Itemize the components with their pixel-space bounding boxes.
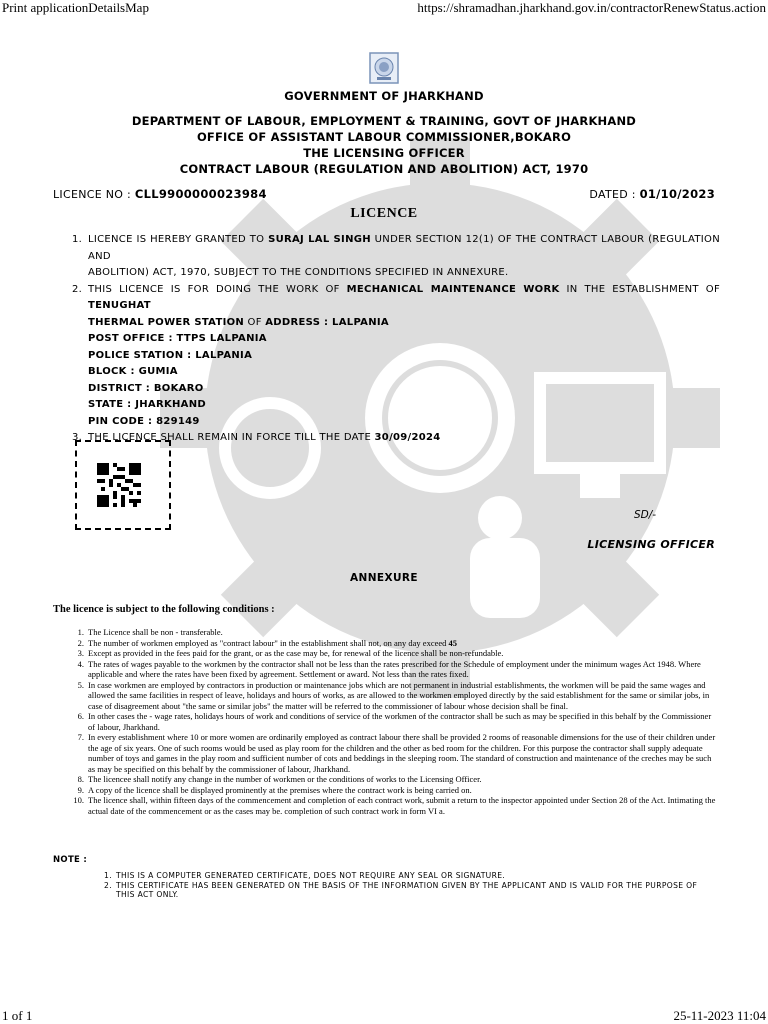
police-station: POLICE STATION : LALPANIA (88, 349, 253, 361)
note-item: 2. THIS CERTIFICATE HAS BEEN GENERATED ON THE BASIS OF THE INFORMATION GIVEN BY THE APPLICANT AND IS VALID FOR THE PURPOSE OF THIS ACT ONLY. (104, 880, 698, 899)
condition-item: 9. A copy of the licence shall be displayed prominently at the premises where the contract work is being carried on. (77, 784, 472, 795)
condition-item: 3. Except as provided in the fees paid for the grant, or as the case may be, for renewal of the licence shall be non-refundable. (77, 648, 504, 658)
condition-item: 4. The rates of wages payable to the workmen by the contractor shall not be less than the rates prescribed for the Schedule of employment under the minimum wages Act 1948. Where applicable and where the rates have been fixed by agreement. Settlement or award. Not less than the rates fixed. (77, 658, 701, 679)
condition-item: 8. The licencee shall notify any change in the number of workmen or the conditions of works to the Licensing Officer. (77, 774, 482, 784)
licensee-name: SURAJ LAL SINGH (268, 234, 371, 245)
licence-item-3: 3. THE LICENCE SHALL REMAIN IN FORCE TILL THE DATE 30/09/2024 (72, 432, 441, 443)
licence-item-2: 2. THIS LICENCE IS FOR DOING THE WORK OF MECHANICAL MAINTENANCE WORK IN THE ESTABLISHMENT OF TENUGHAT THERMAL POWER STATION OF ADDRESS : LALPANIA POST OFFICE : TTPS LALPANIA POLICE STATION : LALPANIA BLOCK : GUMIA DISTRICT : BOKARO STATE : JHARKHAND PIN CODE : 829149 (70, 282, 720, 431)
condition-item: 10. The licence shall, within fifteen days of the commencement and completion of each contract work, submit a return to the inspector appointed under Section 28 of the Act. Intimating the actual date of the commencement or as the cases may be. completion of such contract work in form VI a. (73, 795, 716, 816)
qr-code-frame (75, 440, 171, 530)
print-page-title: Print applicationDetailsMap (2, 0, 149, 15)
licence-date-label: DATED : (589, 188, 636, 201)
header-office: OFFICE OF ASSISTANT LABOUR COMMISSIONER,BOKARO (196, 130, 572, 144)
licence-number-value: CLL9900000023984 (134, 187, 267, 201)
annexure-title: ANNEXURE (350, 572, 418, 584)
licence-number (53, 187, 267, 201)
header-department: DEPARTMENT OF LABOUR, EMPLOYMENT & TRAINING, GOVT OF JHARKHAND (131, 114, 637, 128)
condition-item: 5. In case workmen are employed by contractors in production or maintenance jobs which are not permanent in industrial establishments, the workmen will be paid the same wages and allowed the same facilities in respect of leave, holidays and hours of works, as are allowed to the workmen employed directly by the said establishment for the same or similar jobs, in case of disagreement about "the same or similar jobs" the matter will be referred to the commissioner of labour whose decision shall be final. (77, 679, 710, 711)
establishment-name: THERMAL POWER STATION (88, 316, 245, 328)
address: ADDRESS : LALPANIA (265, 316, 389, 328)
header-act: CONTRACT LABOUR (REGULATION AND ABOLITION) ACT, 1970 (179, 162, 589, 176)
qr-code-icon (97, 462, 141, 508)
licence-number-label: LICENCE NO : (53, 188, 132, 201)
work-description: MECHANICAL MAINTENANCE WORK (346, 283, 560, 295)
note-list (98, 871, 718, 900)
jharkhand-emblem-logo (369, 52, 399, 84)
valid-till-date: 30/09/2024 (374, 432, 441, 443)
annexure-intro: The licence is subject to the following conditions : (53, 604, 275, 615)
header-government: GOVERNMENT OF JHARKHAND (284, 89, 484, 103)
condition-item: 6. In other cases the - wage rates, holidays hours of work and conditions of service of the workmen of the contractor shall be such as may be specified in this behalf by the Commissioner of labour, Jharkhand. (77, 711, 712, 732)
condition-item: 1. The Licence shall be non - transferable. (77, 627, 223, 637)
district: DISTRICT : BOKARO (88, 382, 204, 394)
licence-date (589, 187, 715, 201)
condition-item: 2. The number of workmen employed as "contract labour" in the establishment shall not, on any day exceed 45 (77, 637, 458, 648)
block: BLOCK : GUMIA (88, 366, 178, 377)
licensing-officer-label: LICENSING OFFICER (587, 538, 715, 551)
signature-sd: SD/- (634, 509, 657, 521)
licence-date-value: 01/10/2023 (639, 187, 715, 201)
print-timestamp: 25-11-2023 11:04 (673, 1008, 766, 1023)
note-label: NOTE : (53, 855, 88, 865)
licence-item-1: 1. LICENCE IS HEREBY GRANTED TO SURAJ LAL SINGH UNDER SECTION 12(1) OF THE CONTRACT LABOUR (REGULATION AND ABOLITION) ACT, 1970, SUBJECT TO THE CONDITIONS SPECIFIED IN ANNEXURE. (72, 234, 720, 278)
print-url: https://shramadhan.jharkhand.gov.in/contractorRenewStatus.action (417, 0, 766, 15)
state: STATE : JHARKHAND (88, 399, 206, 410)
header-licensing-officer: THE LICENSING OFFICER (303, 146, 465, 160)
licence-body (70, 232, 720, 447)
pin-code: PIN CODE : 829149 (88, 415, 200, 427)
print-page-count: 1 of 1 (2, 1008, 33, 1023)
post-office: POST OFFICE : TTPS LALPANIA (88, 333, 267, 344)
condition-item: 7. In every establishment where 10 or more women are ordinarily employed as contract labour there shall be provided 2 rooms of reasonable dimensions for the use of their children under the age of six years. One of such rooms would be used as play room for the children and the other as bed room for the children. For this purpose the contractor shall supply adequate number of toys and games in the play room and sufficient number of cots and beddings in the sleeping room. The standard of construction and maintenance of the creches may be such as may be specified on this behalf by the commissioner of labour, Jharkhand. (77, 732, 716, 774)
emblem-icon (369, 52, 399, 84)
note-item: 1. THIS IS A COMPUTER GENERATED CERTIFICATE, DOES NOT REQUIRE ANY SEAL OR SIGNATURE. (104, 871, 506, 880)
conditions-list (70, 627, 716, 816)
licence-title: LICENCE (350, 206, 418, 221)
